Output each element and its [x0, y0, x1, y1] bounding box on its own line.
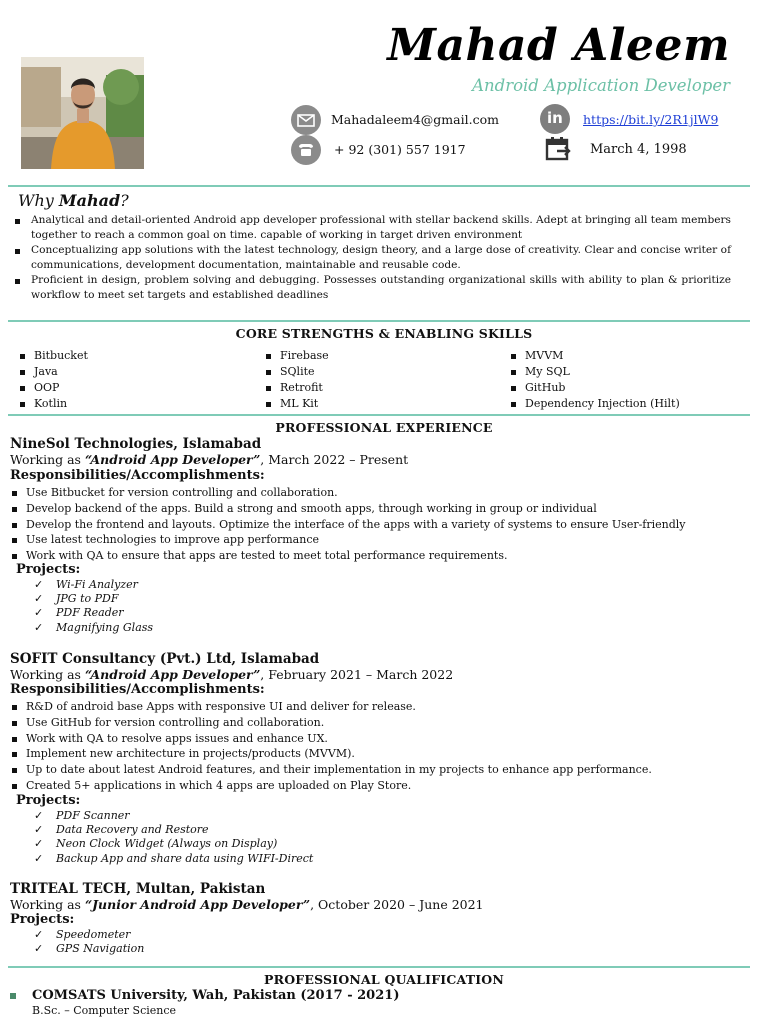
list-item: Use latest technologies to improve app performance [8, 532, 748, 548]
skill-item: SQlite [262, 364, 329, 380]
project-item: ✓ Speedometer [34, 928, 144, 942]
skills-column-3 [507, 348, 680, 412]
working-as: Working as [10, 452, 85, 467]
why-item: Conceptualizing app solutions with the latest technology, design theory, and a large dose of creativity. Clear and concise writer of communications, development documentation, maintainable and reusable code. [11, 243, 731, 273]
skill-item: GitHub [507, 380, 680, 396]
list-item: Use Bitbucket for version controlling and collaboration. [8, 485, 748, 501]
job-title-line [10, 897, 484, 912]
list-item: Up to date about latest Android features, and their implementation in my projects to enhance app performance. [8, 762, 748, 778]
project-item: ✓ Wi-Fi Analyzer [34, 578, 153, 592]
responsibilities-heading: Responsibilities/Accomplishments: [10, 682, 265, 697]
divider [8, 185, 750, 187]
job-title-line [10, 667, 453, 682]
job-title-line [10, 452, 408, 467]
divider [8, 414, 750, 416]
qualification-bullet [10, 993, 16, 999]
skill-item: Firebase [262, 348, 329, 364]
why-suffix: ? [120, 191, 129, 210]
divider [8, 966, 750, 968]
qualification-degree: B.Sc. – Computer Science [32, 1004, 177, 1017]
list-item: Work with QA to resolve apps issues and enhance UX. [8, 731, 748, 747]
job-company: SOFIT Consultancy (Pvt.) Ltd, Islamabad [10, 651, 320, 667]
calendar-icon [545, 135, 572, 162]
skill-item: My SQL [507, 364, 680, 380]
skill-item: Dependency Injection (Hilt) [507, 396, 680, 412]
profile-link[interactable]: https://bit.ly/2R1jlW9 [583, 112, 719, 127]
project-item: ✓ Neon Clock Widget (Always on Display) [34, 837, 313, 851]
list-item: Work with QA to ensure that apps are tested to meet total performance requirements. [8, 548, 748, 564]
why-item: Proficient in design, problem solving and debugging. Possesses outstanding organizational skills with ability to plan & prioritize workflow to meet set targets and established deadlines [11, 273, 731, 303]
skill-item: Kotlin [16, 396, 88, 412]
project-item: ✓ Data Recovery and Restore [34, 823, 313, 837]
dob-text: March 4, 1998 [590, 142, 687, 157]
project-item: ✓ JPG to PDF [34, 592, 153, 606]
job-title: “Android App Developer” [84, 452, 261, 467]
list-item: Develop backend of the apps. Build a strong and smooth apps, through working in group or individual [8, 501, 748, 517]
list-item: Develop the frontend and layouts. Optimize the interface of the apps with a variety of systems to ensure User-friendly [8, 517, 748, 533]
projects-list [34, 578, 153, 635]
job-dates: , February 2021 – March 2022 [260, 667, 454, 682]
responsibilities-heading: Responsibilities/Accomplishments: [10, 468, 265, 483]
project-item: ✓ Backup App and share data using WIFI-Direct [34, 852, 313, 866]
projects-heading: Projects: [10, 912, 75, 927]
job-title: “Android App Developer” [84, 667, 261, 682]
linkedin-glyph: in [547, 109, 563, 127]
why-heading [18, 191, 129, 210]
projects-list [34, 928, 144, 956]
why-prefix: Why [18, 191, 59, 210]
skill-item: Java [16, 364, 88, 380]
projects-heading: Projects: [16, 562, 81, 577]
why-name: Mahad [58, 191, 121, 210]
projects-list [34, 809, 313, 866]
skill-item: Bitbucket [16, 348, 88, 364]
email-icon [291, 105, 321, 135]
job-dates: , October 2020 – June 2021 [310, 897, 484, 912]
why-item: Analytical and detail-oriented Android app developer professional with stellar backend skills. Adept at bringing all team members together to reach a common goal on time. capable of working in target driven environment [11, 213, 731, 243]
linkedin-icon[interactable] [540, 104, 570, 134]
job-title: “Junior Android App Developer” [84, 897, 311, 912]
qualification-university: COMSATS University, Wah, Pakistan (2017 - 2021) [32, 988, 400, 1003]
candidate-name: Mahad Aleem [387, 20, 730, 71]
email-text[interactable]: Mahadaleem4@gmail.com [331, 112, 499, 127]
job-company: NineSol Technologies, Islamabad [10, 436, 262, 452]
job-role: Android Application Developer [472, 76, 730, 95]
why-list [11, 213, 731, 303]
skills-column-2 [262, 348, 329, 412]
skills-heading: CORE STRENGTHS & ENABLING SKILLS [235, 326, 533, 341]
list-item: Use GitHub for version controlling and collaboration. [8, 715, 748, 731]
job-dates: , March 2022 – Present [260, 452, 409, 467]
project-item: ✓ GPS Navigation [34, 942, 144, 956]
skill-item: OOP [16, 380, 88, 396]
project-item: ✓ PDF Scanner [34, 809, 313, 823]
list-item: Implement new architecture in projects/products (MVVM). [8, 746, 748, 762]
working-as: Working as [10, 667, 85, 682]
list-item: Created 5+ applications in which 4 apps are uploaded on Play Store. [8, 778, 748, 794]
responsibilities-list [8, 699, 748, 794]
experience-heading: PROFESSIONAL EXPERIENCE [275, 420, 493, 435]
list-item: R&D of android base Apps with responsive UI and deliver for release. [8, 699, 748, 715]
skill-item: MVVM [507, 348, 680, 364]
skill-item: ML Kit [262, 396, 329, 412]
job-company: TRITEAL TECH, Multan, Pakistan [10, 881, 266, 897]
working-as: Working as [10, 897, 85, 912]
profile-photo [21, 57, 144, 169]
qualification-heading: PROFESSIONAL QUALIFICATION [264, 972, 504, 987]
phone-icon [291, 135, 321, 165]
project-item: ✓ PDF Reader [34, 606, 153, 620]
responsibilities-list [8, 485, 748, 564]
projects-heading: Projects: [16, 793, 81, 808]
project-item: ✓ Magnifying Glass [34, 621, 153, 635]
divider [8, 320, 750, 322]
skills-column-1 [16, 348, 88, 412]
skill-item: Retrofit [262, 380, 329, 396]
phone-text: + 92 (301) 557 1917 [334, 142, 466, 157]
